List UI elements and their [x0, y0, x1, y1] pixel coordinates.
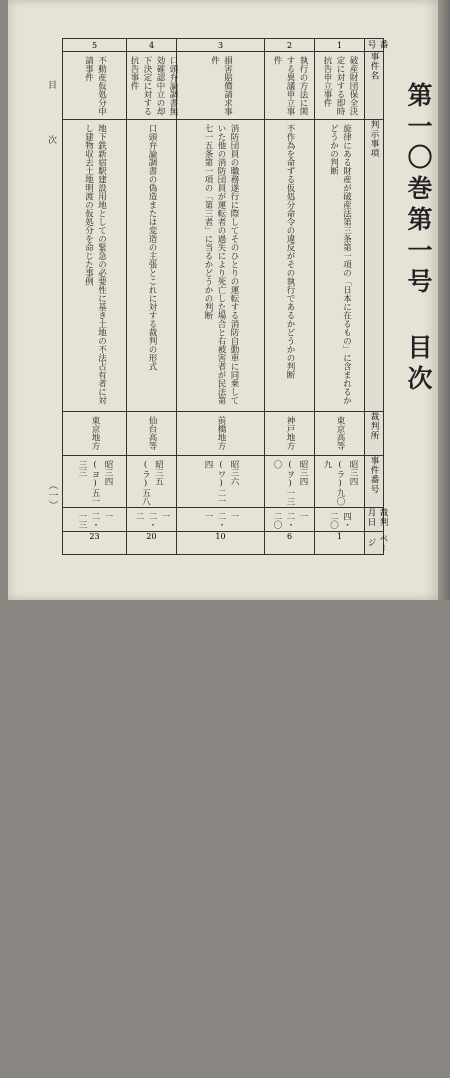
case-page-3: 10 — [177, 532, 265, 555]
case-subject-2: 執行の方法に関する異議申立事件 — [272, 56, 308, 116]
case-subject-5: 不動産仮処分申請事件 — [83, 56, 107, 116]
case-no-2: 2 — [265, 39, 315, 52]
case-date-4: 一二・二 — [134, 512, 170, 529]
case-summary-1: 旋律にある財産が破産法第三条第一項の「日本に在るもの」に含まれるかどうかの判断 — [328, 124, 352, 405]
case-summary-2: 不作為を命ずる仮処分命令の違反がその執行であるかどうかの判断 — [285, 124, 295, 379]
header-subject: 事件名 — [369, 52, 379, 81]
case-number-4: 昭三五(ラ)五八 — [140, 460, 164, 506]
case-number-5: 昭三四(ヨ)五一三三 — [77, 460, 113, 506]
header-summary: 判示事項 — [369, 120, 379, 158]
header-no: 番号 — [366, 40, 388, 50]
case-summary-5: 地下鉄新宿駅建設用地としての緊急の必要性に基き土地の不法占有者に対し建物収去土地明渡の仮処分を命じた事例 — [83, 124, 107, 405]
case-summary-3: 消防団員の職務遂行に際してそのひとりの運転する消防自動車に同乗していた他の消防団員が運転者の過失により死亡した場合と右被害者が民法第七一五条第一項の「第三者」に当るかどうかの判断 — [203, 124, 239, 405]
book-spine-edge — [438, 0, 450, 600]
header-caseno: 事件番号 — [369, 456, 379, 494]
case-court-4: 仙台高等 — [147, 416, 157, 450]
row-date — [63, 508, 384, 532]
document-page — [8, 0, 438, 600]
case-date-2: 一二・二〇 — [272, 512, 308, 529]
row-subject — [63, 52, 384, 120]
case-no-1: 1 — [315, 39, 365, 52]
case-subject-3: 損害賠償請求事件 — [209, 56, 233, 116]
page-title: 第一〇巻第一号 目次 — [404, 82, 433, 396]
case-number-1: 昭三四(ラ)九〇九 — [322, 460, 358, 506]
case-no-4: 4 — [127, 39, 177, 52]
row-court — [63, 412, 384, 456]
row-no — [63, 39, 384, 52]
case-court-2: 神戸地方 — [285, 416, 295, 450]
case-no-5: 5 — [63, 39, 127, 52]
case-court-5: 東京地方 — [90, 416, 100, 450]
case-summary-4: 口頭弁論調書の偽造または変造の主張とこれに対する裁判の形式 — [147, 124, 157, 371]
row-summary — [63, 120, 384, 412]
case-subject-4: 口頭弁論調書無効確認中立の却下決定に対する抗告事件 — [129, 56, 178, 116]
contents-table — [62, 38, 388, 555]
running-head: 目 次 — [46, 80, 56, 162]
page-number: （一） — [46, 480, 57, 510]
header-court: 裁判所 — [369, 412, 379, 441]
header-page: ページ — [366, 533, 388, 553]
case-page-1: 1 — [315, 532, 365, 555]
case-no-3: 3 — [177, 39, 265, 52]
case-date-5: 一二・一三 — [77, 512, 113, 529]
row-page — [63, 532, 384, 555]
header-date: 裁判月日 — [366, 508, 388, 527]
case-page-4: 20 — [127, 532, 177, 555]
case-subject-1: 破産財団保全決定に対する即時抗告申立事件 — [322, 56, 358, 116]
case-court-1: 東京高等 — [335, 416, 345, 450]
case-page-5: 23 — [63, 532, 127, 555]
row-caseno — [63, 456, 384, 508]
case-date-3: 一二・一 — [203, 512, 239, 529]
case-page-2: 6 — [265, 532, 315, 555]
case-number-3: 昭三六(ワ)二一四 — [203, 460, 239, 506]
case-court-3: 前橋地方 — [216, 416, 226, 450]
case-date-1: 四・二〇 — [328, 512, 352, 529]
case-number-2: 昭三四(ヲ)一三〇 — [272, 460, 308, 506]
